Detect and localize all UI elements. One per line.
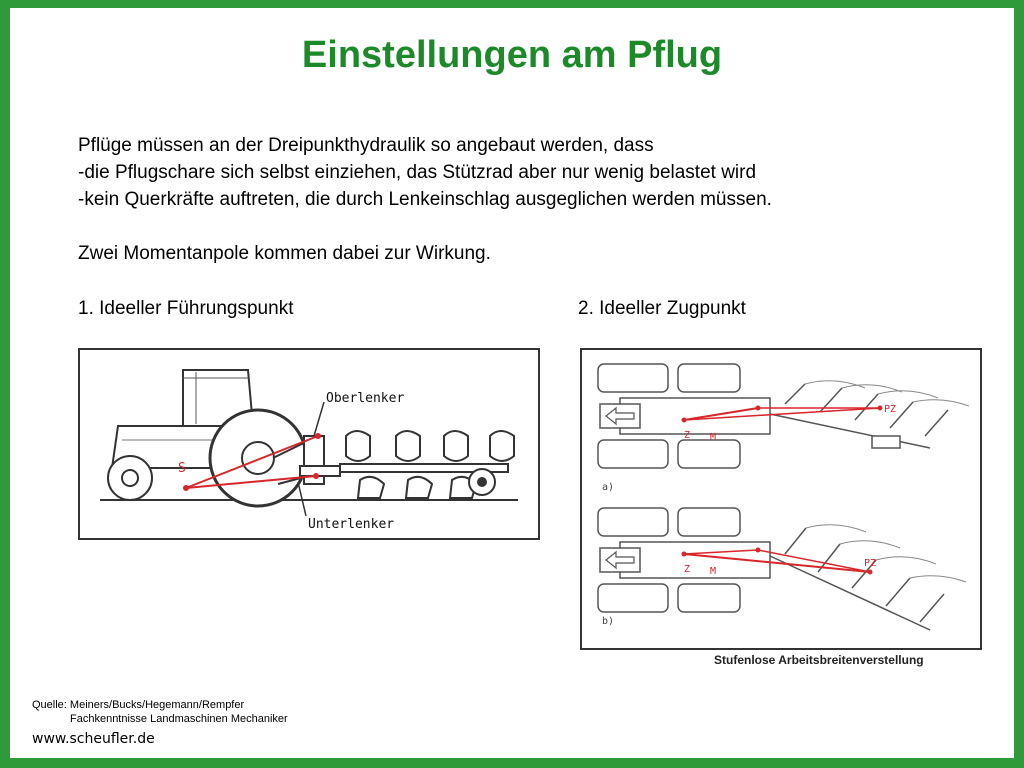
label-unterlenker: Unterlenker [308, 517, 395, 532]
figure-plough-side-view [78, 348, 540, 540]
figure-plough-top-view [580, 348, 982, 650]
heading-fuehrungspunkt: 1. Ideeller Führungspunkt [78, 298, 294, 319]
slide-title: Einstellungen am Pflug [301, 34, 723, 76]
website-link[interactable]: www.scheufler.de [32, 731, 155, 747]
label-pz-b: PZ [864, 558, 877, 569]
slide [10, 8, 1014, 758]
label-a: a) [602, 482, 615, 493]
label-pz-a: PZ [884, 404, 897, 415]
paragraph-momentanpole: Zwei Momentanpole kommen dabei zur Wirkung. [78, 243, 491, 264]
source-line-title: Fachkenntnisse Landmaschinen Mechaniker [70, 713, 288, 725]
paragraph-gap [78, 213, 772, 240]
source-citation [32, 698, 288, 726]
label-m-a: M [710, 432, 717, 443]
paragraph-bullet-2: -kein Querkräfte auftreten, die durch Lenkeinschlag ausgeglichen werden müssen. [78, 189, 772, 210]
plough-top-view-drawing [580, 348, 982, 650]
label-m-b: M [710, 566, 717, 577]
label-oberlenker: Oberlenker [326, 391, 405, 406]
paragraph-bullet-1: -die Pflugschare sich selbst einziehen, das Stützrad aber nur wenig belastet wird [78, 162, 757, 183]
source-line-authors: Quelle: Meiners/Bucks/Hegemann/Rempfer [32, 699, 245, 711]
figure-caption: Stufenlose Arbeitsbreitenverstellung [714, 653, 924, 667]
plough-side-view-drawing [78, 348, 540, 540]
label-z-b: Z [684, 564, 691, 575]
label-z-a: Z [684, 430, 691, 441]
heading-zugpunkt: 2. Ideeller Zugpunkt [578, 298, 746, 319]
paragraph-intro: Pflüge müssen an der Dreipunkthydraulik so angebaut werden, dass [78, 135, 654, 156]
label-b: b) [602, 616, 615, 627]
body-text [78, 132, 772, 267]
label-s: S [178, 461, 186, 476]
